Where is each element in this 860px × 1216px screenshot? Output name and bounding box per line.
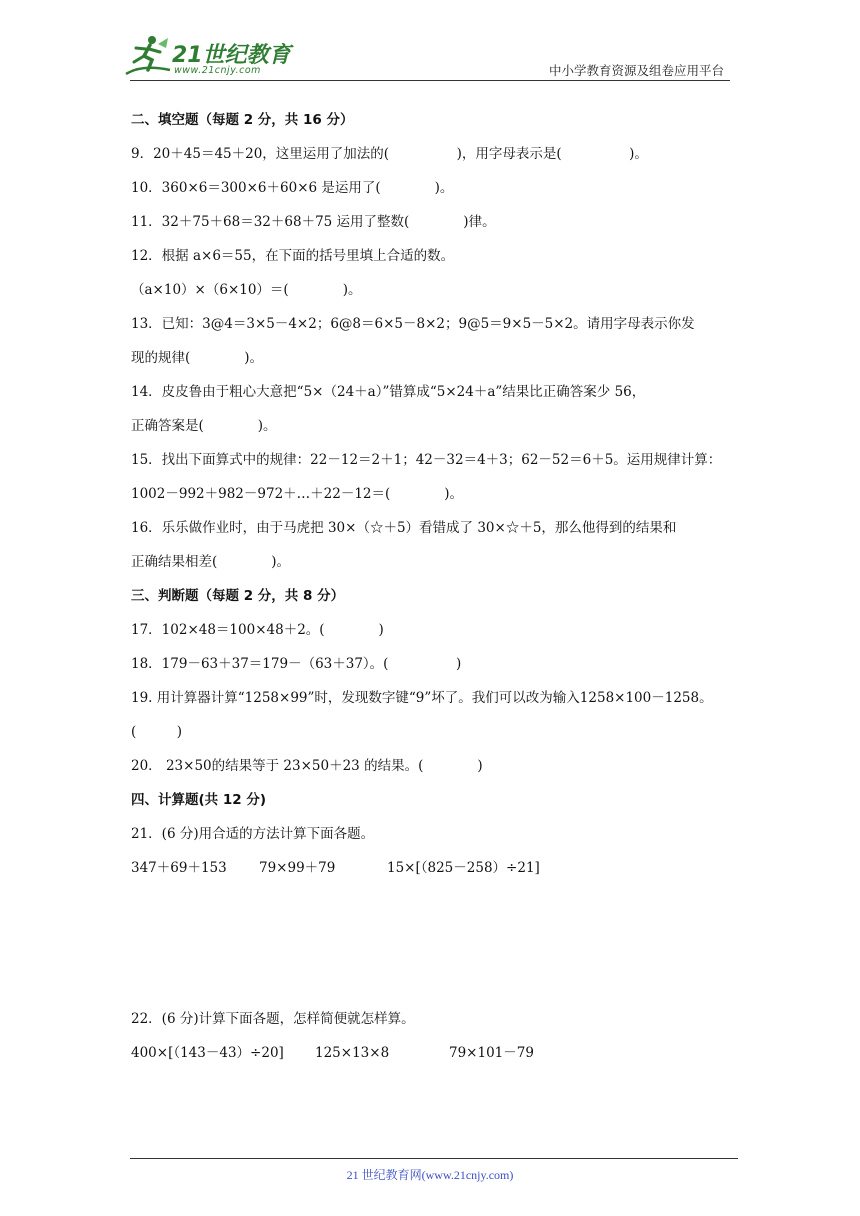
page-header: [0, 0, 860, 90]
question-line: 9．20＋45＝45＋20，这里运用了加法的( )，用字母表示是( )。: [131, 146, 648, 162]
logo-url: www.21cnjy.com: [174, 65, 261, 76]
section-title: 四、计算题(共 12 分): [131, 792, 267, 808]
question-line: ( ): [131, 724, 183, 740]
question-line: 10．360×6＝300×6＋60×6 是运用了( )。: [131, 180, 454, 196]
footer-divider: [130, 1158, 738, 1159]
calc-row-21: [131, 858, 741, 892]
question-line: 15．找出下面算式中的规律：22－12＝2＋1；42－32＝4＋3；62－52＝6＋5。运用规律计算：: [131, 452, 722, 468]
header-platform-text: 中小学教育资源及组卷应用平台: [548, 63, 724, 78]
logo-text: 21世纪教育: [172, 43, 291, 68]
question-line: 正确答案是( )。: [131, 418, 277, 434]
calc-expression: 15×[（825－258）÷21]: [387, 860, 540, 876]
question-line: 20． 23×50的结果等于 23×50＋23 的结果。( ): [131, 758, 483, 774]
question-line: 17．102×48＝100×48＋2。( ): [131, 622, 384, 638]
answer-space: [131, 892, 741, 1009]
question-line: 1002－992＋982－972＋…＋22－12＝( )。: [131, 486, 464, 502]
question-line: 12．根据 a×6＝55，在下面的括号里填上合适的数。: [131, 248, 455, 264]
question-line: 现的规律( )。: [131, 350, 264, 366]
header-divider: [130, 80, 730, 81]
section-title: 二、填空题（每题 2 分，共 16 分）: [131, 112, 354, 128]
question-line: 19. 用计算器计算“1258×99”时，发现数字键“9”坏了。我们可以改为输入1258×100－1258。: [131, 690, 713, 706]
calc-expression: 400×[（143－43）÷20]: [131, 1045, 284, 1061]
question-line: 正确结果相差( )。: [131, 554, 291, 570]
calc-expression: 79×99＋79: [259, 860, 336, 876]
footer-text: 21 世纪教育网(www.21cnjy.com): [346, 1168, 514, 1182]
question-line: 16．乐乐做作业时，由于马虎把 30×（☆＋5）看错成了 30×☆＋5，那么他得到的结果和: [131, 520, 677, 536]
calc-expression: 79×101－79: [449, 1045, 534, 1061]
question-content: [131, 110, 741, 1077]
question-line: 18．179－63＋37＝179－（63＋37）。( ): [131, 656, 462, 672]
calc-expression: 125×13×8: [315, 1045, 390, 1061]
calc-row-22: [131, 1043, 741, 1077]
question-line: 13．已知：3@4＝3×5－4×2；6@8＝6×5－8×2；9@5＝9×5－5×2。请用字母表示你发: [131, 316, 695, 332]
question-line: 14．皮皮鲁由于粗心大意把“5×（24＋a）”错算成“5×24＋a”结果比正确答案少 56，: [131, 384, 646, 400]
calc-expression: 347＋69＋153: [131, 860, 227, 876]
logo: [122, 34, 292, 82]
question-line: 11．32＋75＋68＝32＋68＋75 运用了整数( )律。: [131, 214, 496, 230]
section-title: 三、判断题（每题 2 分，共 8 分）: [131, 588, 345, 604]
question-line: （a×10）×（6×10）＝( )。: [131, 282, 362, 298]
runner-logo-icon: [122, 34, 174, 80]
question-line: 22．(6 分)计算下面各题，怎样简便就怎样算。: [131, 1011, 415, 1027]
question-line: 21．(6 分)用合适的方法计算下面各题。: [131, 826, 375, 842]
